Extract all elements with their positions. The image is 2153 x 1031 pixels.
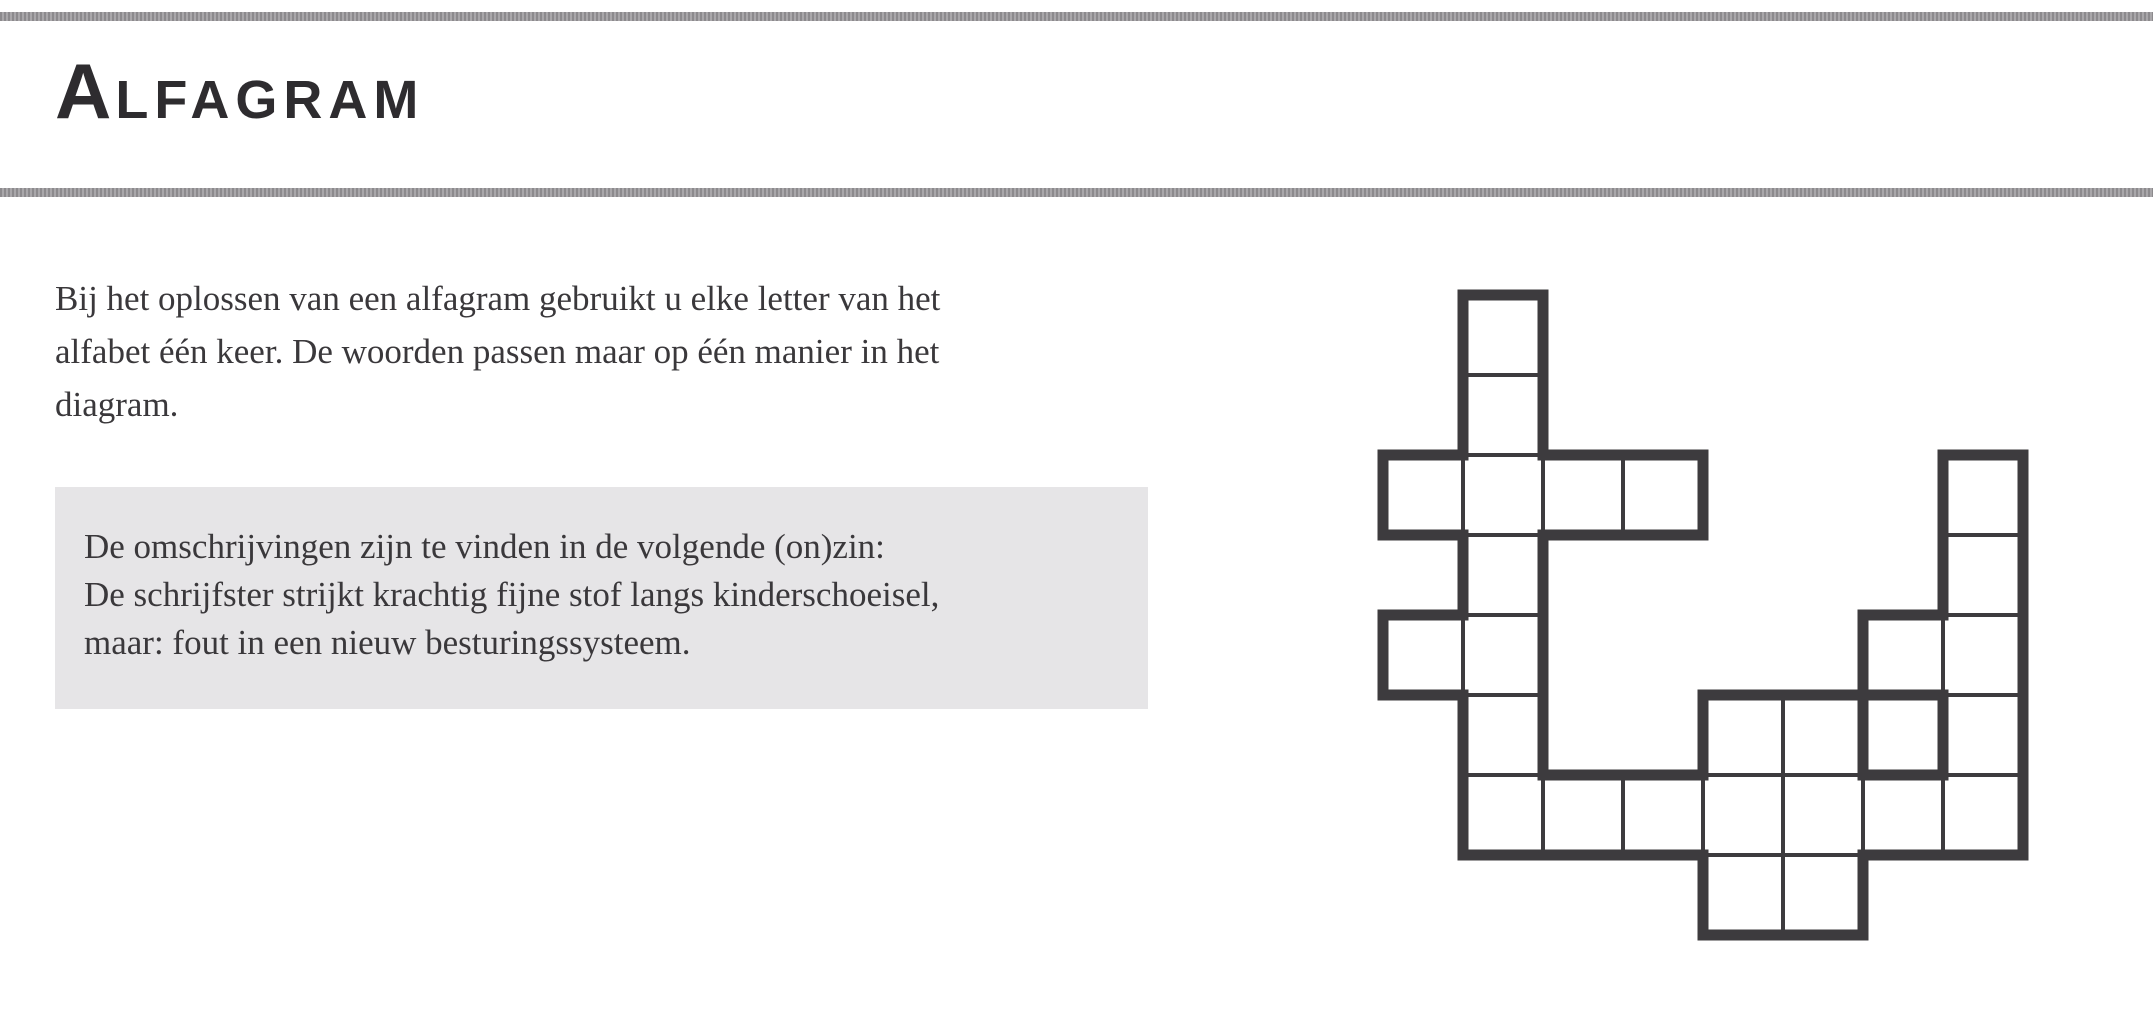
grid-cell <box>1463 375 1543 455</box>
grid-cell <box>1543 455 1623 535</box>
grid-cell <box>1623 455 1703 535</box>
grid-cell <box>1943 695 2023 775</box>
grid-cell <box>1783 695 1863 775</box>
grid-cell <box>1463 295 1543 375</box>
grid-cell <box>1783 855 1863 935</box>
grid-cell <box>1623 775 1703 855</box>
grid-cell <box>1703 775 1783 855</box>
grid-cell <box>1383 615 1463 695</box>
grid-cell <box>1943 615 2023 695</box>
grid-cell <box>1383 455 1463 535</box>
grid-cell <box>1943 775 2023 855</box>
grid-cell <box>1543 775 1623 855</box>
grid-cell <box>1943 535 2023 615</box>
grid-cell <box>1863 615 1943 695</box>
grid-cell <box>1463 695 1543 775</box>
clue-line: De omschrijvingen zijn te vinden in de volgende (on)zin: <box>84 527 885 566</box>
grid-cell <box>1463 615 1543 695</box>
grid-cell <box>1703 855 1783 935</box>
intro-line: diagram. <box>55 385 179 424</box>
intro-line: alfabet één keer. De woorden passen maar op één manier in het <box>55 332 940 371</box>
clue-line: maar: fout in een nieuw besturingssysteem. <box>84 623 691 662</box>
grid-cell <box>1943 455 2023 535</box>
grid-cell <box>1463 455 1543 535</box>
grid-cell <box>1863 775 1943 855</box>
intro-line: Bij het oplossen van een alfagram gebruikt u elke letter van het <box>55 279 941 318</box>
grid-cell <box>1783 775 1863 855</box>
title-rest: LFAGRAM <box>115 70 425 130</box>
grid-cell <box>1463 775 1543 855</box>
grid-cell <box>1463 535 1543 615</box>
title-initial: A <box>55 47 116 135</box>
clue-line: De schrijfster strijkt krachtig fijne stof langs kinderschoeisel, <box>84 575 940 614</box>
grid-cell <box>1703 695 1783 775</box>
